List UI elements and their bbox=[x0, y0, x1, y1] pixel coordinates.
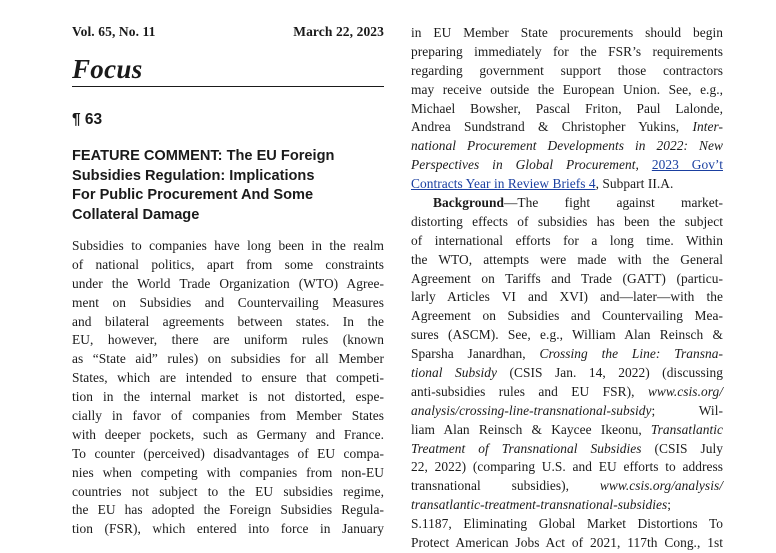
article-body-left bbox=[72, 237, 384, 539]
body-line: Michael Bowsher, Pascal Friton, Paul Lalonde, bbox=[411, 100, 723, 116]
citation-url: www.csis.org/analysis/ bbox=[599, 478, 723, 494]
body-line bbox=[411, 421, 723, 440]
body-line: Protect American Jobs Act of 2021, 117th Cong., 1st bbox=[411, 535, 723, 551]
body-line: preparing immediately for the FSR’s requirements bbox=[411, 43, 723, 59]
body-text: liam Alan Reinsch & Kaycee Ikeonu, bbox=[411, 421, 651, 437]
body-line: cially in favor of companies from Member States bbox=[72, 408, 384, 424]
issue-date: March 22, 2023 bbox=[293, 24, 384, 39]
body-line bbox=[411, 477, 723, 496]
subheading-background: Background bbox=[433, 195, 504, 211]
citation-url: transatlantic-treatment-transnational-subsidies bbox=[411, 497, 668, 513]
citation-url: www.csis.org/ bbox=[647, 383, 723, 399]
body-line: and bilateral agreements between states. In the bbox=[72, 313, 384, 329]
body-line: may receive outside the European Union. See, e.g., bbox=[411, 81, 723, 97]
body-line: 22, 2022) (comparing U.S. and EU efforts to address bbox=[411, 459, 723, 475]
paragraph-number: ¶ 63 bbox=[72, 111, 103, 128]
body-line: under the World Trade Organization (WTO) Agree- bbox=[72, 275, 384, 291]
body-line: EU, however, there are uniform rules (known bbox=[72, 332, 384, 348]
citation-title: Crossing the Line: Transna- bbox=[539, 346, 723, 362]
body-line: States, which are intended to ensure that competi- bbox=[72, 370, 384, 386]
citation-title-line: national Procurement Developments in 2022: New bbox=[411, 138, 723, 154]
body-line bbox=[411, 175, 723, 194]
body-line: tion (FSR), which entered into force in January bbox=[72, 521, 384, 537]
body-line: distorting effects of subsidies has been the subject bbox=[411, 213, 723, 229]
body-line: To counter (perceived) disadvantages of EU compa- bbox=[72, 445, 384, 461]
body-line: regarding government support those contractors bbox=[411, 62, 723, 78]
body-line bbox=[411, 156, 723, 175]
body-text: anti-subsidies rules and EU FSR), bbox=[411, 383, 648, 399]
headline-line: FEATURE COMMENT: The EU Foreign bbox=[72, 148, 335, 164]
body-text: —The fight against market- bbox=[503, 195, 723, 211]
body-line bbox=[411, 118, 723, 137]
volume-number: Vol. 65, No. 11 bbox=[72, 24, 156, 39]
body-line: tion in the internal market is not distorted, espe- bbox=[72, 389, 384, 405]
body-line bbox=[411, 364, 723, 383]
body-line: larly Articles VI and XVI) and—later—with the bbox=[411, 289, 723, 305]
body-text: ; bbox=[667, 497, 672, 513]
issue-header bbox=[72, 24, 384, 42]
body-line: Agreement on Tariffs and Trade (GATT) (particu- bbox=[411, 270, 723, 286]
body-text: Andrea Sundstrand & Christopher Yukins, bbox=[411, 119, 693, 135]
body-line bbox=[411, 194, 723, 213]
section-divider bbox=[72, 86, 384, 87]
body-line bbox=[411, 496, 723, 515]
body-line: Agreement on Subsidies and Countervailing Mea- bbox=[411, 308, 723, 324]
body-line: countries not subject to the EU subsidies regime, bbox=[72, 483, 384, 499]
section-title: Focus bbox=[72, 54, 143, 84]
headline-line: Subsidies Regulation: Implications bbox=[72, 167, 315, 184]
body-line: nies when competing with companies from non-EU bbox=[72, 464, 384, 480]
citation-link[interactable]: Contracts Year in Review Briefs 4 bbox=[411, 176, 596, 192]
body-line: ment on Subsidies and Countervailing Measures bbox=[72, 294, 384, 310]
body-line: S.1187, Eliminating Global Market Distortions To bbox=[411, 516, 723, 532]
body-text: ; Wil- bbox=[651, 402, 723, 418]
citation-title: Transatlantic bbox=[650, 421, 723, 437]
body-text: Sparsha Janardhan, bbox=[411, 346, 540, 362]
headline-line: For Public Procurement And Some bbox=[72, 187, 314, 203]
article-headline bbox=[72, 147, 384, 225]
article-body-right bbox=[411, 24, 723, 553]
body-line bbox=[411, 402, 723, 421]
body-line: as “State aid” rules) on subsidies for all Member bbox=[72, 351, 384, 367]
body-text: transnational subsidies), bbox=[411, 478, 600, 494]
body-line bbox=[411, 383, 723, 402]
body-line: the EU has adopted the Foreign Subsidies Regula- bbox=[72, 502, 384, 518]
citation-title: Perspectives in Global Procurement, bbox=[411, 157, 639, 173]
body-line: of national politics, apart from some constraints bbox=[72, 256, 384, 272]
body-line: the WTO, attempts were made with the General bbox=[411, 251, 723, 267]
body-line: with deeper pockets, such as Germany and France. bbox=[72, 426, 384, 442]
body-line: sures (ASCM). See, e.g., William Alan Reinsch & bbox=[411, 327, 723, 343]
citation-title: Treatment of Transnational Subsidies bbox=[411, 440, 642, 456]
body-text: , Subpart II.A. bbox=[595, 176, 674, 192]
citation-url: analysis/crossing-line-transnational-subsidy bbox=[411, 402, 652, 418]
body-line: of international efforts for a long time. Within bbox=[411, 232, 723, 248]
body-line bbox=[411, 440, 723, 459]
body-line: Subsidies to companies have long been in the realm bbox=[72, 238, 384, 253]
headline-line: Collateral Damage bbox=[72, 206, 200, 223]
body-text: (CSIS July bbox=[641, 440, 723, 456]
citation-link[interactable]: 2023 Gov’t bbox=[651, 157, 723, 173]
citation-title: tional Subsidy bbox=[411, 365, 498, 381]
body-text: (CSIS Jan. 14, 2022) (discussing bbox=[497, 365, 723, 381]
body-line bbox=[411, 345, 723, 364]
body-line: in EU Member State procurements should begin bbox=[411, 25, 723, 40]
citation-title: Inter- bbox=[692, 119, 723, 135]
